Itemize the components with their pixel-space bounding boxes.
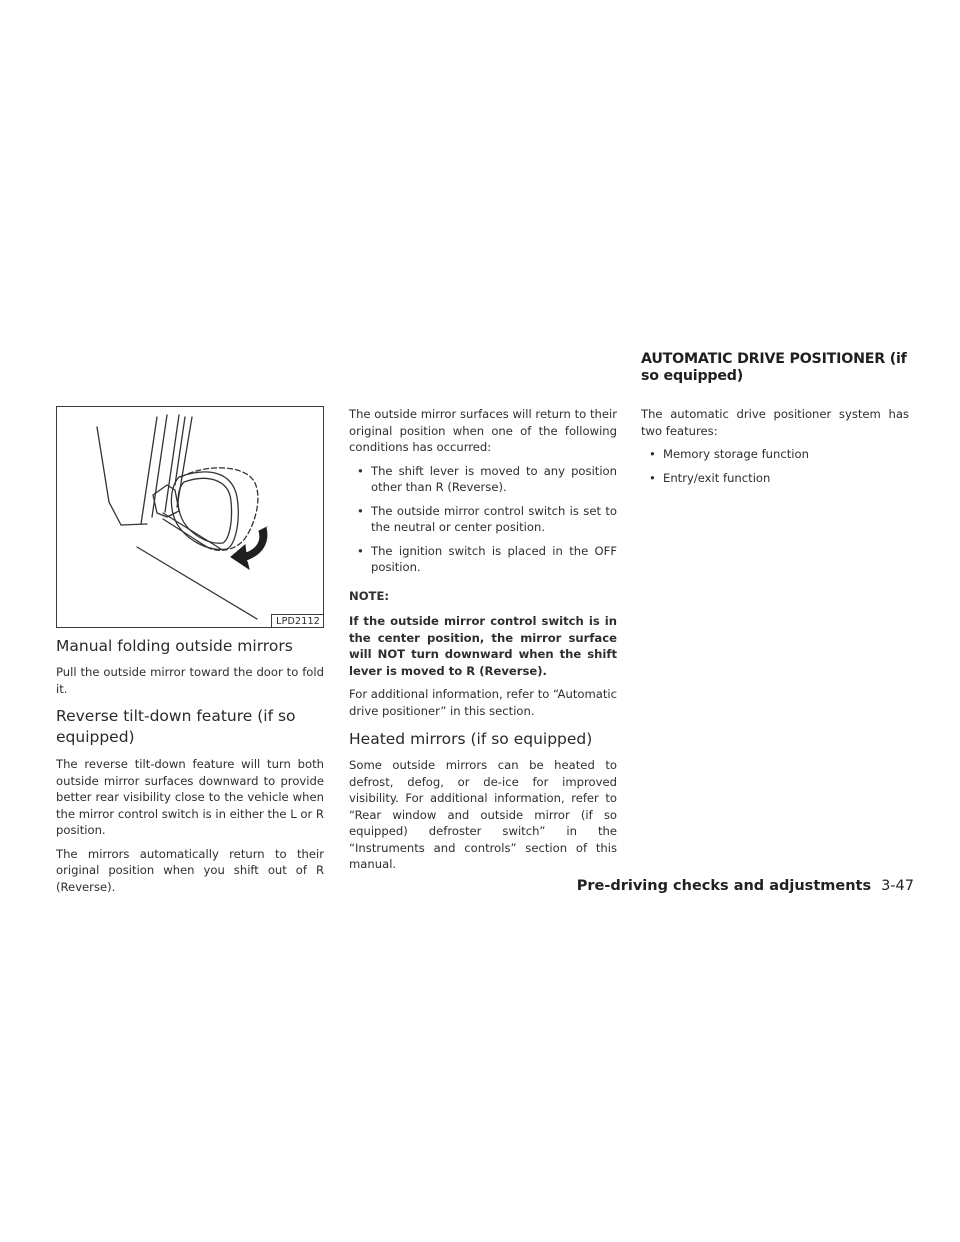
- column-2: [349, 406, 617, 880]
- section-title: AUTOMATIC DRIVE POSITIONER (if so equipped): [641, 351, 907, 384]
- bullet-icon: •: [357, 543, 364, 558]
- bullet-icon: •: [649, 470, 656, 485]
- paragraph-reverse-tilt-1: The reverse tilt-down feature will turn both outside mirror surfaces downward to provide better rear visibility close to the vehicle when the mirror control switch is in either the L or R position.: [56, 757, 324, 837]
- figure-code: LPD2112: [271, 614, 323, 627]
- note-label: NOTE:: [349, 588, 390, 603]
- chapter-title: Pre-driving checks and adjustments: [576, 878, 872, 894]
- paragraph-manual-folding: Pull the outside mirror toward the door to fold it.: [56, 665, 324, 696]
- paragraph-return-conditions: The outside mirror surfaces will return to their original position when one of the following conditions has occurred:: [349, 407, 617, 454]
- mirror-figure: [56, 406, 324, 628]
- list-item: • The ignition switch is placed in the OFF position.: [357, 543, 617, 574]
- bullet-icon: •: [357, 463, 364, 478]
- heading-manual-folding: Manual folding outside mirrors: [56, 637, 293, 655]
- note-text: If the outside mirror control switch is in the center position, the mirror surface will NOT turn downward when the shift lever is moved to R (Reverse).: [349, 614, 617, 678]
- list-item: • Memory storage function: [649, 447, 809, 461]
- page-footer: [577, 878, 914, 894]
- paragraph-heated-mirrors: Some outside mirrors can be heated to defrost, defog, or de-ice for improved visibility. For additional information, refer to “Rear window and outside mirror (if so equipped) defroster switch” in the “Instruments and controls” section of this manual.: [349, 758, 617, 871]
- conditions-list: [349, 463, 617, 576]
- list-item: • The outside mirror control switch is set to the neutral or center position.: [357, 503, 617, 534]
- folding-mirror-illustration: [57, 407, 323, 627]
- paragraph-more-info: For additional information, refer to “Automatic drive positioner” in this section.: [349, 687, 617, 718]
- heading-heated-mirrors: Heated mirrors (if so equipped): [349, 730, 593, 748]
- list-item: • Entry/exit function: [649, 470, 771, 485]
- page-number: 3-47: [881, 878, 914, 894]
- bullet-icon: •: [649, 447, 656, 461]
- paragraph-reverse-tilt-2: The mirrors automatically return to their original position when you shift out of R (Reverse).: [56, 846, 324, 894]
- paragraph-adp-intro: The automatic drive positioner system has two features:: [641, 407, 909, 438]
- column-1: [56, 406, 324, 902]
- bullet-icon: •: [357, 503, 364, 518]
- list-item: • The shift lever is moved to any position other than R (Reverse).: [357, 463, 617, 494]
- features-list: [641, 446, 909, 486]
- heading-reverse-tilt-down: Reverse tilt-down feature (if so equipped): [56, 707, 296, 746]
- column-3: [641, 406, 909, 493]
